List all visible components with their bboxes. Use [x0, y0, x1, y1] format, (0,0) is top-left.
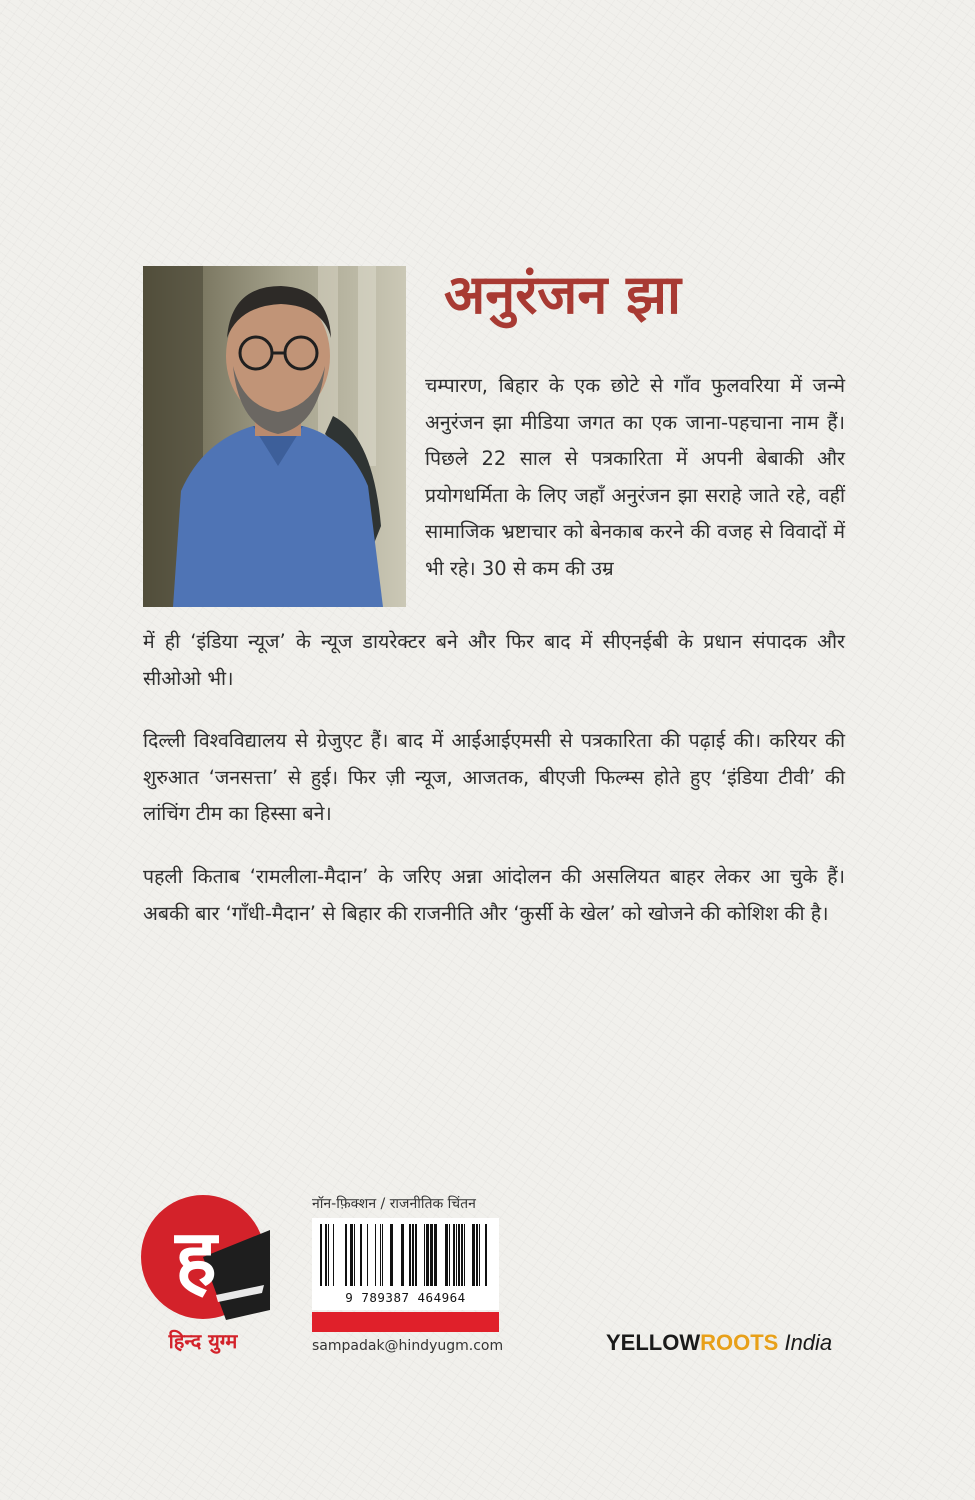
- hind-yugm-logo-icon: [136, 1190, 270, 1325]
- price-red-bar: [312, 1312, 499, 1332]
- bio-paragraph-3: पहली किताब ‘रामलीला-मैदान’ के जरिए अन्ना आंदोलन की असलियत बाहर लेकर आ चुके हैं। अबकी बार ‘गाँधी-मैदान’ से बिहार की राजनीति और ‘कुर्सी के खेल’ को खोजने की कोशिश की है।: [143, 865, 845, 925]
- isbn-number: 9 789387 464964: [312, 1290, 499, 1305]
- publisher-name: हिन्द युग्म: [168, 1329, 238, 1353]
- yellowroots-logo-part-1: YELLOW: [606, 1330, 701, 1355]
- author-photo: [143, 266, 406, 607]
- yellowroots-logo-part-2: ROOTS: [700, 1330, 779, 1355]
- book-genre: नॉन-फ़िक्शन / राजनीतिक चिंतन: [312, 1196, 476, 1212]
- bio-paragraph-1-continued: में ही ‘इंडिया न्यूज’ के न्यूज डायरेक्टर बने और फिर बाद में सीएनईबी के प्रधान संपादक और सीओओ भी।: [143, 630, 845, 690]
- bio-paragraph-1: चम्पारण, बिहार के एक छोटे से गाँव फुलवरिया में जन्मे अनुरंजन झा मीडिया जगत का एक जाना-पहचाना नाम हैं। पिछले 22 साल से पत्रकारिता में अपनी बेबाकी और प्रयोगधर्मिता के लिए जहाँ अनुरंजन झा सराहे जाते रहे, वहीं सामाजिक भ्रष्टाचार को बेनकाब करने की वजह से विवादों में भी रहे। 30 से कम की उम्र: [425, 374, 845, 580]
- author-name: अनुरंजन झा: [444, 263, 681, 326]
- yellowroots-logo-part-3: India: [778, 1330, 833, 1355]
- hind-yugm-logo-letter: ह: [175, 1214, 217, 1304]
- publisher-email: sampadak@hindyugm.com: [312, 1338, 504, 1354]
- yellowroots-logo: [606, 1330, 832, 1356]
- barcode-bars-icon: [312, 1218, 499, 1290]
- bio-paragraph-2: दिल्ली विश्वविद्यालय से ग्रेजुएट हैं। बाद में आईआईएमसी से पत्रकारिता की पढ़ाई की। करियर की शुरुआत ‘जनसत्ता’ से हुई। फिर ज़ी न्यूज, आजतक, बीएजी फिल्म्स होते हुए ‘इंडिया टीवी’ की लांचिंग टीम का हिस्सा बने।: [143, 729, 845, 825]
- author-portrait-photo: [143, 266, 406, 607]
